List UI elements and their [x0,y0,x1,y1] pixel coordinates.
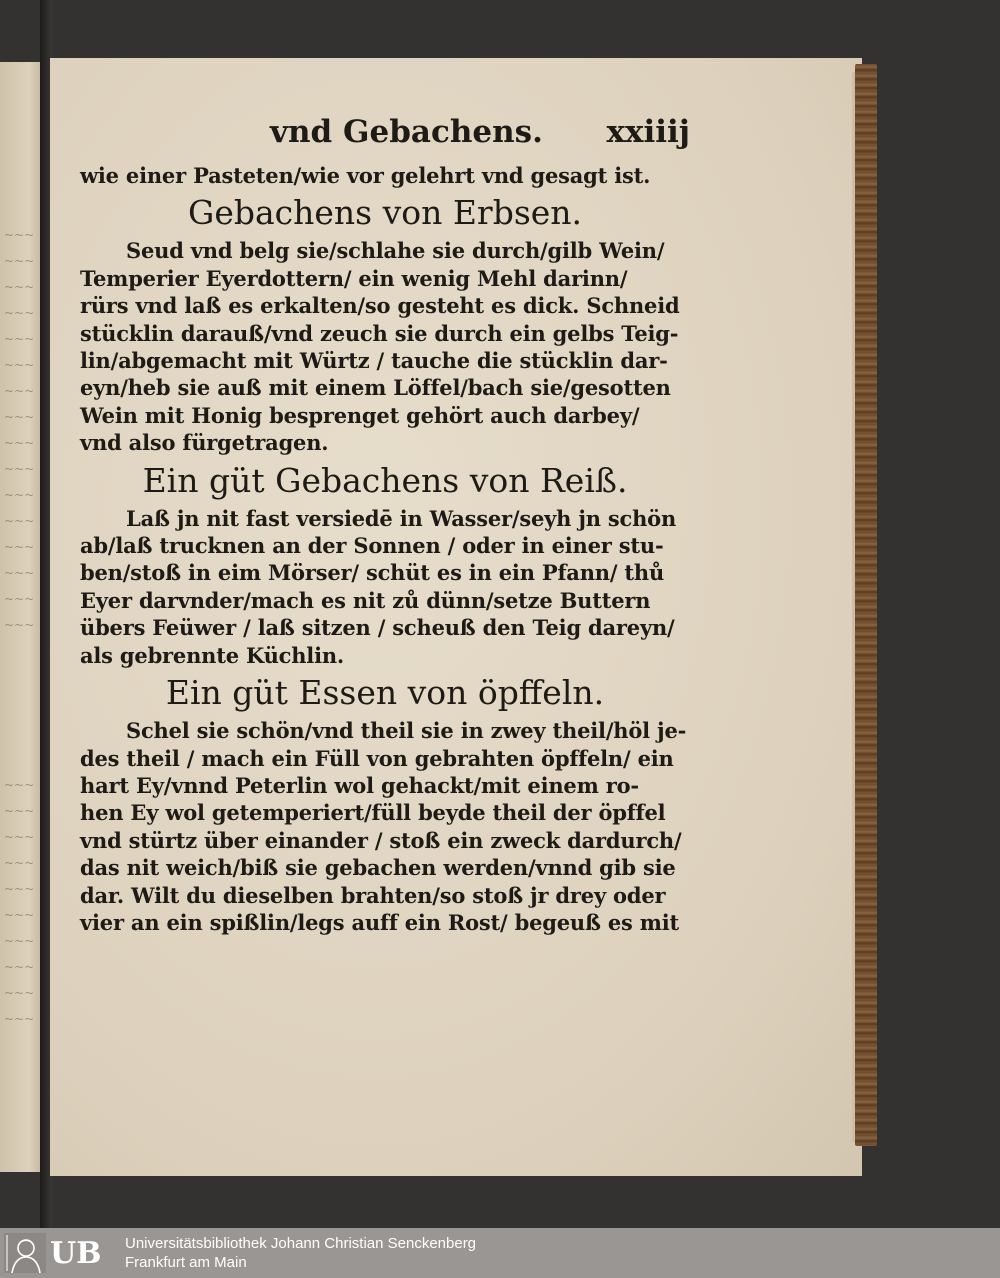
footer-bar [0,1228,1000,1278]
facing-page-bleed-lower: ~~~ ~~~ ~~~ ~~~ ~~~ ~~~ ~~~ ~~~ ~~~ ~~~ [4,778,35,1026]
senckenberg-portrait-icon [4,1233,46,1273]
institution-line-1: Universitätsbibliothek Johann Christian Senckenberg [125,1235,477,1252]
text-line: des theil / mach ein Füll von gebrahten öpffeln/ ein [80,745,674,771]
text-line: dar. Wilt du dieselben brahten/so stoß jr drey oder [80,882,666,908]
text-line: vnd also fürgetragen. [80,430,329,456]
library-logo[interactable] [4,1232,117,1274]
text-line: vnd stürtz über einander / stoß ein zweck dardurch/ [80,827,682,853]
section-heading: Ein güt Gebachens von Reiß. [142,460,628,500]
facing-page-bleed: ~~~ ~~~ ~~~ ~~~ ~~~ ~~~ ~~~ ~~~ ~~~ ~~~ ~~~ ~~~ ~~~ ~~~ ~~~ ~~~ [4,228,35,632]
text-line: Seud vnd belg sie/schlahe sie durch/gilb Wein/ [126,238,665,264]
text-line: Eyer darvnder/mach es nit zů dünn/setze Buttern [80,587,651,613]
text-line: Temperier Eyerdottern/ ein wenig Mehl darinn/ [80,265,628,291]
book-cover-edge [855,64,877,1146]
text-line: wie einer Pasteten/wie vor gelehrt vnd gesagt ist. [80,163,651,188]
text-line: Schel sie schön/vnd theil sie in zwey theil/höl je- [126,718,687,744]
text-line: vier an ein spißlin/legs auff ein Rost/ begeuß es mit [80,909,680,935]
running-head-title: vnd Gebachens. [270,114,543,150]
text-line: hart Ey/vnnd Peterlin wol gehackt/mit einem ro- [80,772,639,798]
section-heading: Ein güt Essen von öpffeln. [165,673,605,713]
running-header [80,110,690,162]
page-text-block [80,110,690,936]
text-line: übers Feüwer / laß sitzen / scheuß den Teig dareyn/ [80,615,675,641]
text-line: eyn/heb sie auß mit einem Löffel/bach sie/gesotten [80,375,671,401]
text-line: als gebrennte Küchlin. [80,642,345,668]
section-heading: Gebachens von Erbsen. [187,193,583,233]
institution-line-2: Frankfurt am Main [125,1254,247,1271]
text-line: das nit weich/biß sie gebachen werden/vnnd gib sie [80,855,676,881]
text-line: Wein mit Honig besprenget gehört auch darbey/ [80,402,640,428]
logo-text: UB [50,1235,102,1271]
text-line: ab/laß trucknen an der Sonnen / oder in einer stu- [80,533,664,559]
text-line: Laß jn nit fast versiedē in Wasser/seyh jn schön [126,505,677,531]
text-line: rürs vnd laß es erkalten/so gesteht es dick. Schneid [80,293,680,319]
text-lines [80,162,690,936]
text-line: ben/stoß in eim Mörser/ schüt es in ein Pfann/ thů [80,560,665,586]
folio-number: xxiiij [606,114,690,150]
text-line: hen Ey wol getemperiert/füll beyde theil der öpffel [80,800,666,826]
institution-name[interactable] [125,1234,476,1272]
text-line: stücklin darauß/vnd zeuch sie durch ein gelbs Teig- [80,320,679,346]
text-line: lin/abgemacht mit Würtz / tauche die stücklin dar- [80,348,668,374]
